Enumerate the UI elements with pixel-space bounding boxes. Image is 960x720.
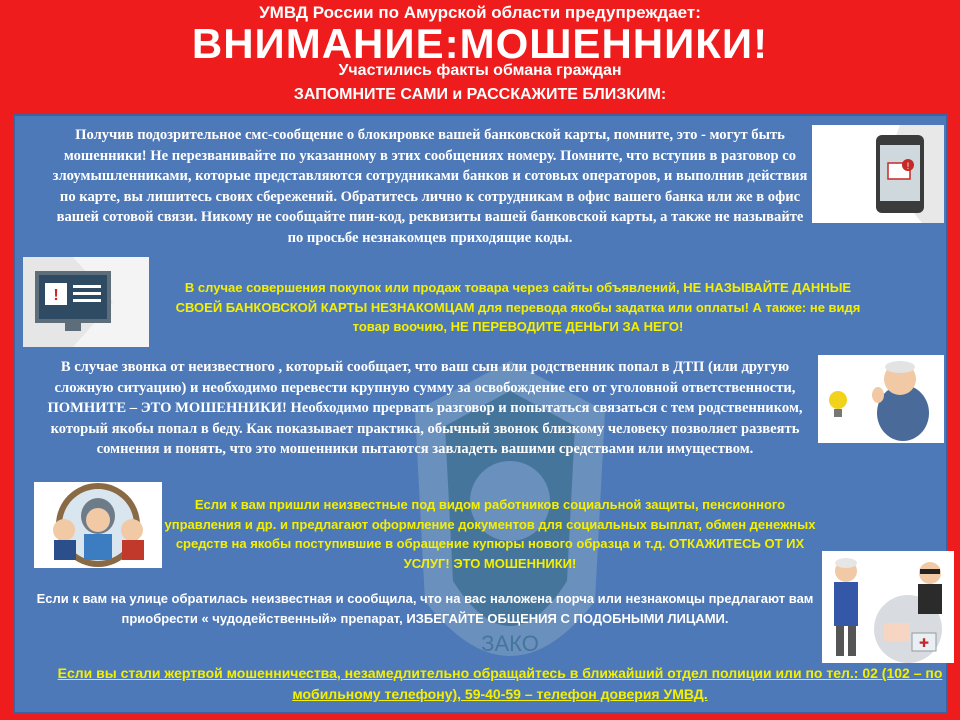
subtitle: Участились факты обмана граждан xyxy=(338,62,622,79)
svg-text:✚: ✚ xyxy=(918,636,930,650)
footer-contact-text: Если вы стали жертвой мошенничества, незамедлительно обращайтесь в ближайший отдел полиции или по тел.: 02 (102 – по мобильному телефону), 59-40-59 – телефон доверия УМВД. xyxy=(57,665,943,702)
social-warning-part-1: Если к вам пришли неизвестные под видом работников социальной защиты, пенсионного управления и др. и предлагают оформление документов для социальных выплат, обмен денежных средств на якобы поступившие в обращение купюры нового образца и т.д. xyxy=(164,497,816,551)
phone-sms-icon xyxy=(812,125,944,223)
page-title: ВНИМАНИЕ:МОШЕННИКИ! xyxy=(191,20,769,67)
relative-call-warning-text: В случае звонка от неизвестного , который сообщает, что ваш сын или родственник попал в ДТП (или другую сложную ситуацию) и необходимо перевести крупную сумму за освобождение его от уголовной ответственности, ПОМНИТЕ – ЭТО МОШЕННИКИ! Необходимо прервать разговор и попытаться связаться с тем родственником, который якобы попал в беду. Как показывает практика, обычный звонок близкому человеку позволяет развеять сомнения и понять, что это мошенники пытаются завладеть вашими средствами или имуществом. xyxy=(47,359,803,457)
online-purchase-warning xyxy=(168,278,868,337)
svg-text:!: ! xyxy=(53,287,59,304)
social-workers-warning xyxy=(160,495,820,573)
street-warning xyxy=(25,589,825,628)
social-warning-part-2: ОТКАЖИТЕСЬ ОТ ИХ УСЛУГ! ЭТО МОШЕННИКИ! xyxy=(403,536,805,571)
street-warning-part-1: Если к вам на улице обратилась неизвестная и сообщила, что на вас наложена порча или незнакомцы предлагают вам приобрести « чудодейственный» препарат, xyxy=(36,591,814,626)
online-warning-part-2: НЕ НАЗЫВАЙТЕ ДАННЫЕ СВОЕЙ БАНКОВСКОЙ КАРТЫ НЕЗНАКОМЦАМ xyxy=(175,280,852,315)
watermark-text: ЗАКО xyxy=(481,631,539,656)
online-warning-part-4: НЕ ПЕРЕВОДИТЕ ДЕНЬГИ ЗА НЕГО! xyxy=(450,319,684,334)
worried-man-lightbulb xyxy=(818,355,944,443)
elderly-man-and-fraudster xyxy=(822,551,954,663)
sms-warning-text: Получив подозрительное смс-сообщение о блокировке вашей банковской карты, помните, это - могут быть мошенники! Не перезванивайте по указанному в этих сообщениях номеру. Помните, что вступив в разговор со злоумышленниками, которые представляются сотрудниками банков и сотовых операторов, и выполнив действия по карте, вы лишитесь своих сбережений. Обратитесь лично к сотрудникам в офис вашего банка или же в офис вашей сотовой связи. Никому не сообщайте пин-код, реквизиты вашей банковской карты, а также не называйте по просьбе незнакомцев приходящие коды. xyxy=(52,127,808,246)
online-warning-part-1: В случае совершения покупок или продаж товара через сайты объявлений, xyxy=(184,280,684,295)
svg-text:!: ! xyxy=(906,161,910,171)
call-to-action: ЗАПОМНИТЕ САМИ и РАССКАЖИТЕ БЛИЗКИМ: xyxy=(293,86,667,103)
street-warning-part-2: ИЗБЕГАЙТЕ ОБЩЕНИЯ С ПОДОБНЫМИ ЛИЦАМИ. xyxy=(406,610,729,626)
online-warning-part-3: для перевода якобы задатка или оплаты! А также: не видя товар воочию, xyxy=(352,299,861,334)
org-line: УМВД России по Амурской области предупреждает: xyxy=(259,3,701,22)
monitor-alert-icon xyxy=(23,257,149,347)
social-workers-portrait xyxy=(34,482,162,568)
